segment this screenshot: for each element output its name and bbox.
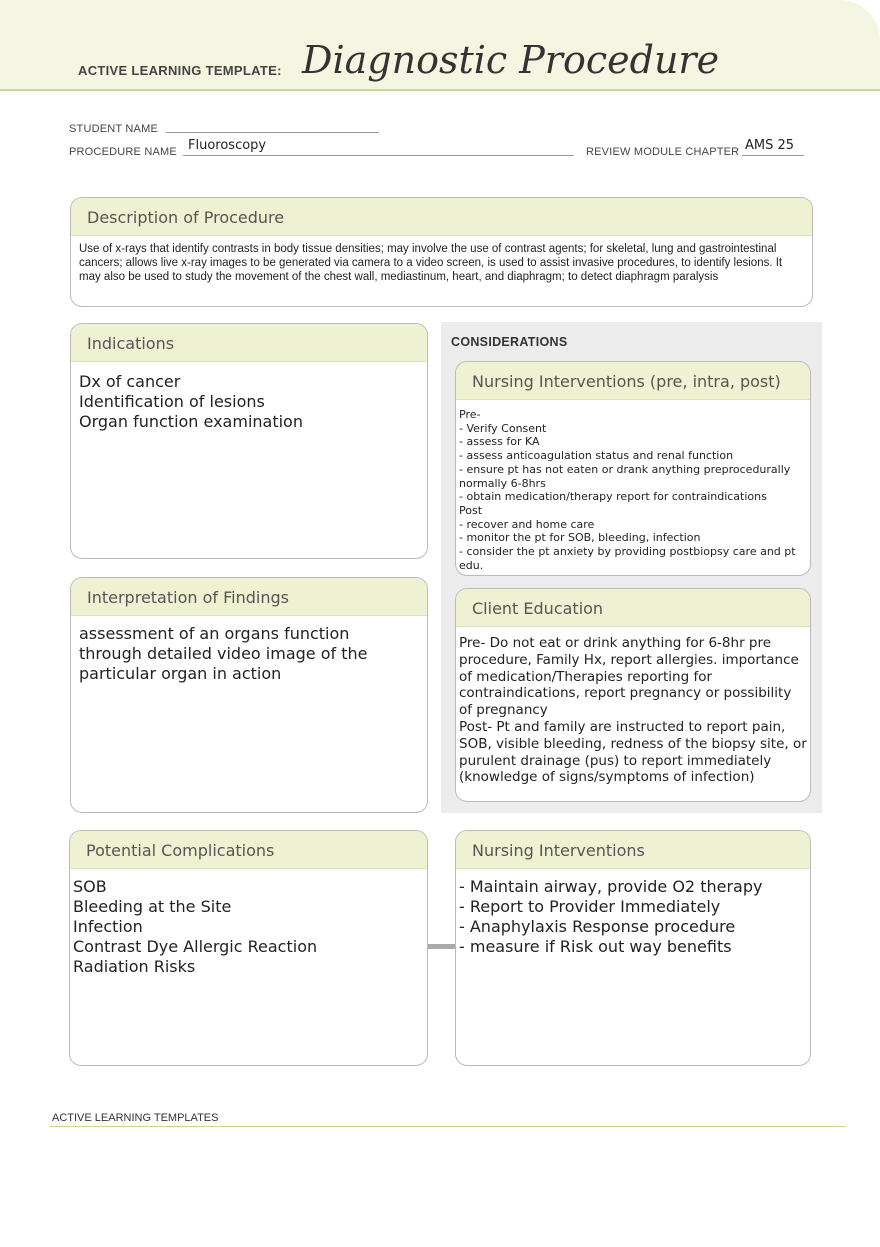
- complication-line: Bleeding at the Site: [73, 897, 232, 916]
- nursing-pip-text[interactable]: [456, 400, 810, 576]
- nursing-pip-line: Pre-: [459, 408, 481, 421]
- description-title: Description of Procedure: [71, 198, 812, 236]
- complication-line: SOB: [73, 877, 107, 896]
- client-education-line: Pre- Do not eat or drink anything for 6-8hr pre procedure, Family Hx, report allergies. importance of medication/Therapies reporting for contraindications, report pregnancy or possibility of pregnancy: [459, 635, 799, 719]
- nursing-pip-line: - consider the pt anxiety by providing postbiopsy care and pt edu.: [459, 545, 796, 572]
- nursing-pip-line: - monitor the pt for SOB, bleeding, infection: [459, 531, 701, 545]
- nursing-pip-line: - ensure pt has not eaten or drank anything preprocedurally normally 6-8hrs: [459, 462, 791, 490]
- complications-text[interactable]: [70, 869, 427, 985]
- procedure-name-value: Fluoroscopy: [188, 138, 267, 153]
- nursing-pip-line: - assess anticoagulation status and renal function: [459, 449, 734, 463]
- indication-line: Organ function examination: [79, 412, 303, 431]
- nursing-line: - Maintain airway, provide O2 therapy: [459, 877, 763, 896]
- nursing-pip-box: [455, 361, 811, 576]
- review-module-label: REVIEW MODULE CHAPTER: [586, 146, 740, 158]
- template-label: ACTIVE LEARNING TEMPLATE:: [78, 63, 282, 78]
- nursing-interventions-title: Nursing Interventions: [456, 831, 810, 869]
- procedure-name-field[interactable]: [183, 155, 574, 156]
- description-text[interactable]: Use of x-rays that identify contrasts in body tissue densities; may involve the use of contrast agents; for skeletal, lung and gastrointestinal cancers; allows live x-ray images to be generated via camera to a video screen, is used to assist invasive procedures, to identify lesions. It may also be used to study the movement of the chest wall, mediastinum, heart, and diaphragm; to detect diaphragm paralysis: [79, 243, 783, 283]
- description-box: [70, 197, 813, 307]
- indication-line: Dx of cancer: [79, 372, 181, 391]
- complication-line: Contrast Dye Allergic Reaction: [73, 937, 318, 956]
- nursing-pip-line: - obtain medication/therapy report for contraindications: [459, 490, 767, 504]
- complications-box: [69, 830, 428, 1066]
- indications-text[interactable]: [71, 362, 427, 438]
- nursing-pip-line: - recover and home care: [459, 517, 595, 531]
- interpretation-text[interactable]: assessment of an organs function through detailed video image of the particular organ in action: [79, 624, 368, 683]
- client-education-text[interactable]: [456, 627, 810, 794]
- footer-text: ACTIVE LEARNING TEMPLATES: [52, 1112, 219, 1124]
- indications-box: [70, 323, 428, 559]
- interpretation-box: [70, 577, 428, 813]
- procedure-name-label: PROCEDURE NAME: [69, 146, 177, 158]
- client-education-line: Post- Pt and family are instructed to report pain, SOB, visible bleeding, redness of the biopsy site, or purulent drainage (pus) to report immediately (knowledge of signs/symptoms of infection): [459, 718, 807, 786]
- indications-title: Indications: [71, 324, 427, 362]
- complications-title: Potential Complications: [70, 831, 427, 869]
- footer-line: [50, 1126, 846, 1127]
- connector-bar: [428, 944, 455, 949]
- nursing-pip-title: Nursing Interventions (pre, intra, post): [456, 362, 810, 400]
- nursing-line: - Report to Provider Immediately: [459, 897, 721, 916]
- student-name-field[interactable]: [166, 132, 379, 133]
- nursing-interventions-box: [455, 830, 811, 1066]
- interpretation-title: Interpretation of Findings: [71, 578, 427, 616]
- page-title: Diagnostic Procedure: [302, 38, 720, 82]
- nursing-pip-line: Post: [459, 503, 483, 517]
- student-name-label: STUDENT NAME: [69, 123, 158, 135]
- nursing-line: - measure if Risk out way benefits: [459, 937, 732, 956]
- client-education-box: [455, 588, 811, 802]
- nursing-pip-line: - Verify Consent: [459, 421, 547, 435]
- complication-line: Infection: [73, 917, 143, 936]
- indication-line: Identification of lesions: [79, 392, 265, 411]
- review-module-value: AMS 25: [745, 138, 795, 153]
- nursing-line: - Anaphylaxis Response procedure: [459, 917, 736, 936]
- complication-line: Radiation Risks: [73, 957, 196, 976]
- considerations-label: CONSIDERATIONS: [451, 335, 568, 349]
- nursing-pip-line: - assess for KA: [459, 435, 540, 449]
- client-education-title: Client Education: [456, 589, 810, 627]
- nursing-interventions-text[interactable]: [456, 869, 810, 965]
- review-module-field[interactable]: [742, 155, 804, 156]
